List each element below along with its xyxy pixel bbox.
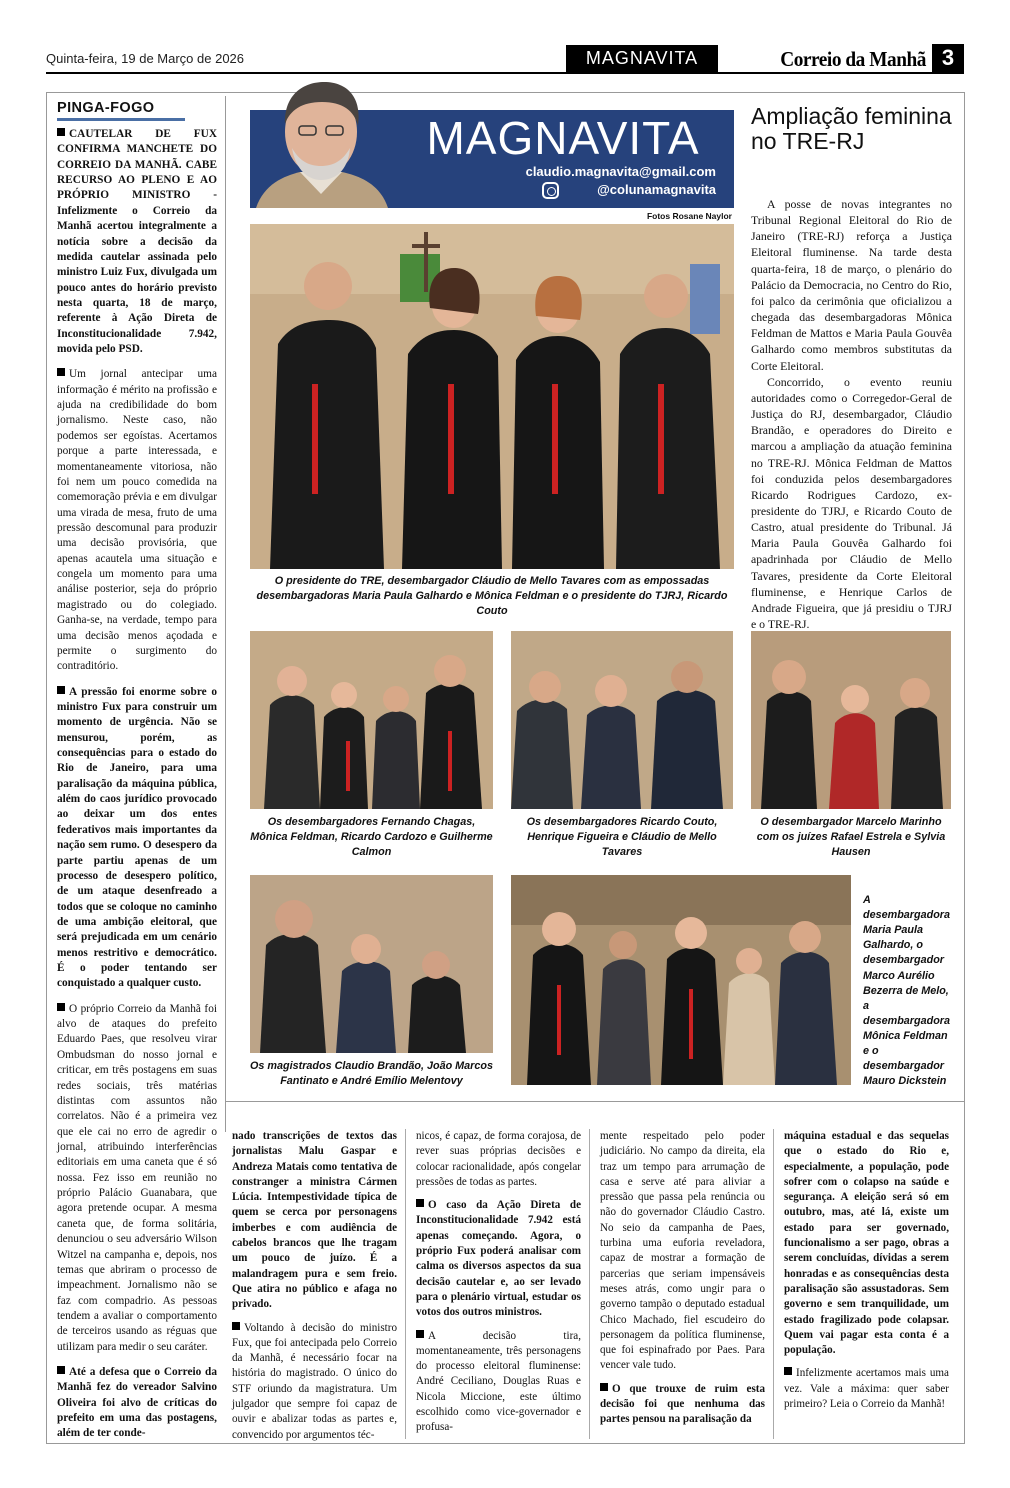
photo-marinho-group [751,631,951,809]
paragraph [57,1365,217,1442]
article-body [751,196,952,632]
issue-date: Quinta-feira, 19 de Março de 2026 [46,51,245,66]
bold-text: máquina estadual e das sequelas que o estado do Rio e, especialmente, a população, pode sofrer com o colapso na saúde e segurança. A eleição será só em outubro, mas, até lá, existe um estado para ser governado, funcionalismo a ser pago, obras a serem concluídas, dívidas a serem honradas e as consequências desta paralisação são assustadoras. Sem governo e sem tranquilidade, um estado fragilizado pode colapsar. Quem vai pagar esta conta é a população. [784,1130,949,1357]
pinga-fogo-sidebar [57,100,217,1452]
paragraph [416,1129,581,1190]
article-paragraph: A posse de novas integrantes no Tribunal Regional Eleitoral do Rio de Janeiro (TRE-RJ) reforça a Justiça Eleitoral fluminense. Na tarde desta quarta-feira, 18 de março, o plenário do Palácio da Democracia, no Centro do Rio, foi palco da cerimônia que oficializou a chegada das desembargadoras Mônica Feldman de Mattos e Maria Paula Gouvêa Galhardo como membros substitutas da Corte Eleitoral. [751,197,952,373]
paragraph [232,1321,397,1443]
bullet-square-icon [57,1003,65,1011]
bold-text: nado transcrições de textos das jornalistas Malu Gaspar e Andreza Matais como tentativa de constranger a ministra Cármen Lúcia. Intempestividade típica de quem se cerca por personagens imberbes e com audiência de cabelos brancos que lhe tragam um pouco de juízo. É a malandragem pura e sem freio. Que atira no público e afaga no privado. [232,1130,397,1311]
caption-marinho-group: O desembargador Marcelo Marinho com os juízes Rafael Estrela e Sylvia Hausen [756,816,946,859]
paragraph [600,1382,765,1428]
photo-brandao-group [250,875,493,1053]
paragraph [416,1329,581,1436]
sidebar-heading: PINGA-FOGO [57,100,185,121]
bullet-square-icon [232,1322,240,1330]
body-text: Voltando à decisão do ministro Fux, que foi antecipada pelo Correio da Manhã, é necessário focar na história do magistrado. O único do STF oriundo da magistratura. Um julgador que sempre foi capaz de ouvir e abalizar todas as partes e, convencido por argumentos téc- [232,1321,397,1441]
bullet-square-icon [57,1366,65,1374]
column-rule [773,1129,774,1439]
bold-text: O caso da Ação Direta de Inconstitucionalidade 7.942 está apenas começando. Agora, o próprio Fux poderá analisar com calma os diversos aspectos da sua decisão cautelar e, ao ser levado para o plenário virtual, estudar os votos dos outros ministros. [416,1199,581,1319]
banner-title: MAGNAVITA [426,112,700,164]
bullet-square-icon [416,1199,424,1207]
article-title: Ampliação feminina no TRE-RJ [751,103,952,155]
bullet-square-icon [57,686,65,694]
caption-galhardo-group: A desembargadora Maria Paula Galhardo, o desembargador Marco Aurélio Bezerra de Melo, a desembargadora Mônica Feldman e o desembargador Mauro Dickstein [863,894,951,1088]
paragraph [600,1129,765,1374]
bottom-divider [225,1101,965,1102]
bullet-square-icon [784,1367,792,1375]
paragraph [57,367,217,674]
sidebar-divider [225,96,226,1132]
bold-text: CAUTELAR DE FUX CONFIRMA MANCHETE DO CORREIO DA MANHÃ. CABE RECURSO AO PLENO E AO PRÓPRIO MINISTRO - Infelizmente o Correio da Manhã acertou integralmente a notícia sobre a decisão da medida cautelar assinada pelo ministro Luiz Fux, divulgada um pouco antes do horário previsto nesta quarta, 18 de março, referente à Ação Direta de Inconstitucionalidade 7.942, movida pelo PSD. [57,128,217,356]
caption-chagas-group: Os desembargadores Fernando Chagas, Mônica Feldman, Ricardo Cardozo e Guilherme Calmon [250,816,493,859]
body-text: Um jornal antecipar uma informação é mérito na profissão e ajuda na credibilidade do bom jornalismo. Neste caso, não podemos ser egoístas. Acertamos porque a parte interessada, e momentaneamente vitoriosa, não foi nem um pouco comedida na comemoração prévia e em divulgar uma virada de mesa, fruto de uma pressão descomunal para produzir uma decisão provisória, que apenas acautela uma situação e congela um momento para uma análise posterior, seja do próprio magistrado ou do colegiado. Ganha-se, na verdade, tempo para uma decisão menos açodada e permite o surgimento do contraditório. [57,368,217,673]
page-number: 3 [932,44,964,72]
columnist-email[interactable]: claudio.magnavita@gmail.com [525,164,716,179]
bold-text: Até a defesa que o Correio da Manhã fez do vereador Salvino Oliveira foi alvo de críticas do prefeito em uma das postagens, além de ter conde- [57,1366,217,1440]
columnist-instagram[interactable]: @colunamagnavita [597,182,716,197]
text-column-3 [600,1129,765,1436]
page-header [0,0,1010,80]
body-text: Infelizmente acertamos mais uma vez. Vale a máxima: quer saber primeiro? Leia o Correio da Manhã! [784,1367,949,1411]
bullet-square-icon [57,128,65,136]
caption-couto-group: Os desembargadores Ricardo Couto, Henrique Figueira e Cláudio de Mello Tavares [526,816,718,859]
body-text: O próprio Correio da Manhã foi alvo de ataques do prefeito Eduardo Paes, que resolveu virar Ombudsman do nosso jornal e criticar, em três postagens em suas redes sociais, três matérias distintas com assuntos não correlatos. Não é a primeira vez que ele cai no erro de agredir o jornal, atribuindo interferências editoriais em uma caneta que é só nossa. Fez isso em reunião no próprio Palácio Guanabara, que agora pretende ocupar. A mesma caneta que, de forma solitária, denunciou o seu adversário Wilson Witzel na campanha e, depois, nos temas que abriram o processo de impeachment. Jornalismo não se faz com compadrio. As pessoas tendem a avaliar o comportamento de terceiros usando as réguas que utilizam para medir o seu caráter. [57,1002,217,1353]
text-column-4 [784,1129,949,1420]
main-photo-caption: O presidente do TRE, desembargador Cláudio de Mello Tavares com as empossadas desembargadoras Maria Paula Galhardo e Mônica Feldman e o presidente do TJRJ, Ricardo Couto [256,575,728,618]
text-column-2 [416,1129,581,1444]
photo-chagas-group [250,631,493,809]
column-rule [405,1129,406,1439]
bold-text: O que trouxe de ruim esta decisão foi que nenhuma das partes pensou na paralisação da [600,1382,765,1426]
paragraph [57,1002,217,1355]
photo-galhardo-group [511,875,851,1085]
bullet-square-icon [57,368,65,376]
paragraph [784,1366,949,1412]
columnist-portrait [244,76,398,208]
photo-credit: Fotos Rosane Naylor [646,211,732,221]
body-text: A decisão tira, momentaneamente, três personagens do processo eleitoral fluminense: André Ceciliano, Douglas Ruas e Nicola Miccione, este último escolhido como vice-governador e profusa- [416,1329,581,1434]
article-paragraph: Concorrido, o evento reuniu autoridades como o Corregedor-Geral de Justiça do RJ, desembargador, Cláudio Brandão, e operadores do Direito e marcou a ampliação da atuação feminina no TRE-RJ. Mônica Feldman de Mattos foi conduzida pelos desembargadores Ricardo Rodrigues Cardozo, ex-presidente do TJRJ, e Ricardo Couto de Castro, atual presidente do Tribunal. Já Maria Paula Gouvêa Galhardo foi apadrinhada por Cláudio de Mello Tavares, presidente da Corte Eleitoral fluminense, e Henrique Carlos de Andrade Figueira, que já presidiu o TJRJ e o TRE-RJ. [751,374,952,632]
bullet-square-icon [600,1383,608,1391]
column-rule [589,1129,590,1439]
paragraph [416,1198,581,1320]
bold-text: A pressão foi enorme sobre o ministro Fux para construir um momento de urgência. Não se mensurou, porém, as consequências para o estado do Rio de Janeiro, para uma paralisação da máquina pública, além do caos jurídico provocado ao deixar um dos entes federativos mais importantes da nação sem rumo. O desespero da parte partiu apenas de um processo de desespero político, de um ataque desenfreado a todos que se coloque no caminho de uma ambição eleitoral, que será prejudicada em um cenário menos restritivo e democrático. É o poder tentando ser conquistado a qualquer custo. [57,685,217,990]
newspaper-logo: Correio da Manhã [780,47,926,71]
paragraph [57,685,217,992]
paragraph [232,1129,397,1313]
header-rule [46,72,964,74]
photo-couto-group [511,631,733,809]
section-label: MAGNAVITA [566,45,718,72]
main-photo [250,224,734,569]
body-text: nicos, é capaz, de forma corajosa, de rever suas próprias decisões e colocar racionalidade, após congelar pressões de todas as partes. [416,1130,581,1188]
caption-brandao-group: Os magistrados Claudio Brandão, João Marcos Fantinato e André Emílio Melentovy [250,1060,493,1088]
sidebar-items [57,127,217,1442]
bullet-square-icon [416,1330,424,1338]
text-column-1 [232,1129,397,1451]
paragraph [57,127,217,357]
paragraph [784,1129,949,1358]
body-text: mente respeitado pelo poder judiciário. No campo da direita, ela traz um tempo para arrumação de casa e serve até para aliviar a pressão que passa pela renúncia ou não do governador Cláudio Castro. No seio da campanha de Paes, turbina uma euforia reveladora, capaz de mostrar a formação de parcerias que seriam impensáveis meses atrás, como ungir para o governo tampão o deputado estadual Chico Machado, fiel escudeiro do personagem da política fluminense, que foi espinafrado por Paes. Para vencer vale tudo. [600,1130,765,1372]
